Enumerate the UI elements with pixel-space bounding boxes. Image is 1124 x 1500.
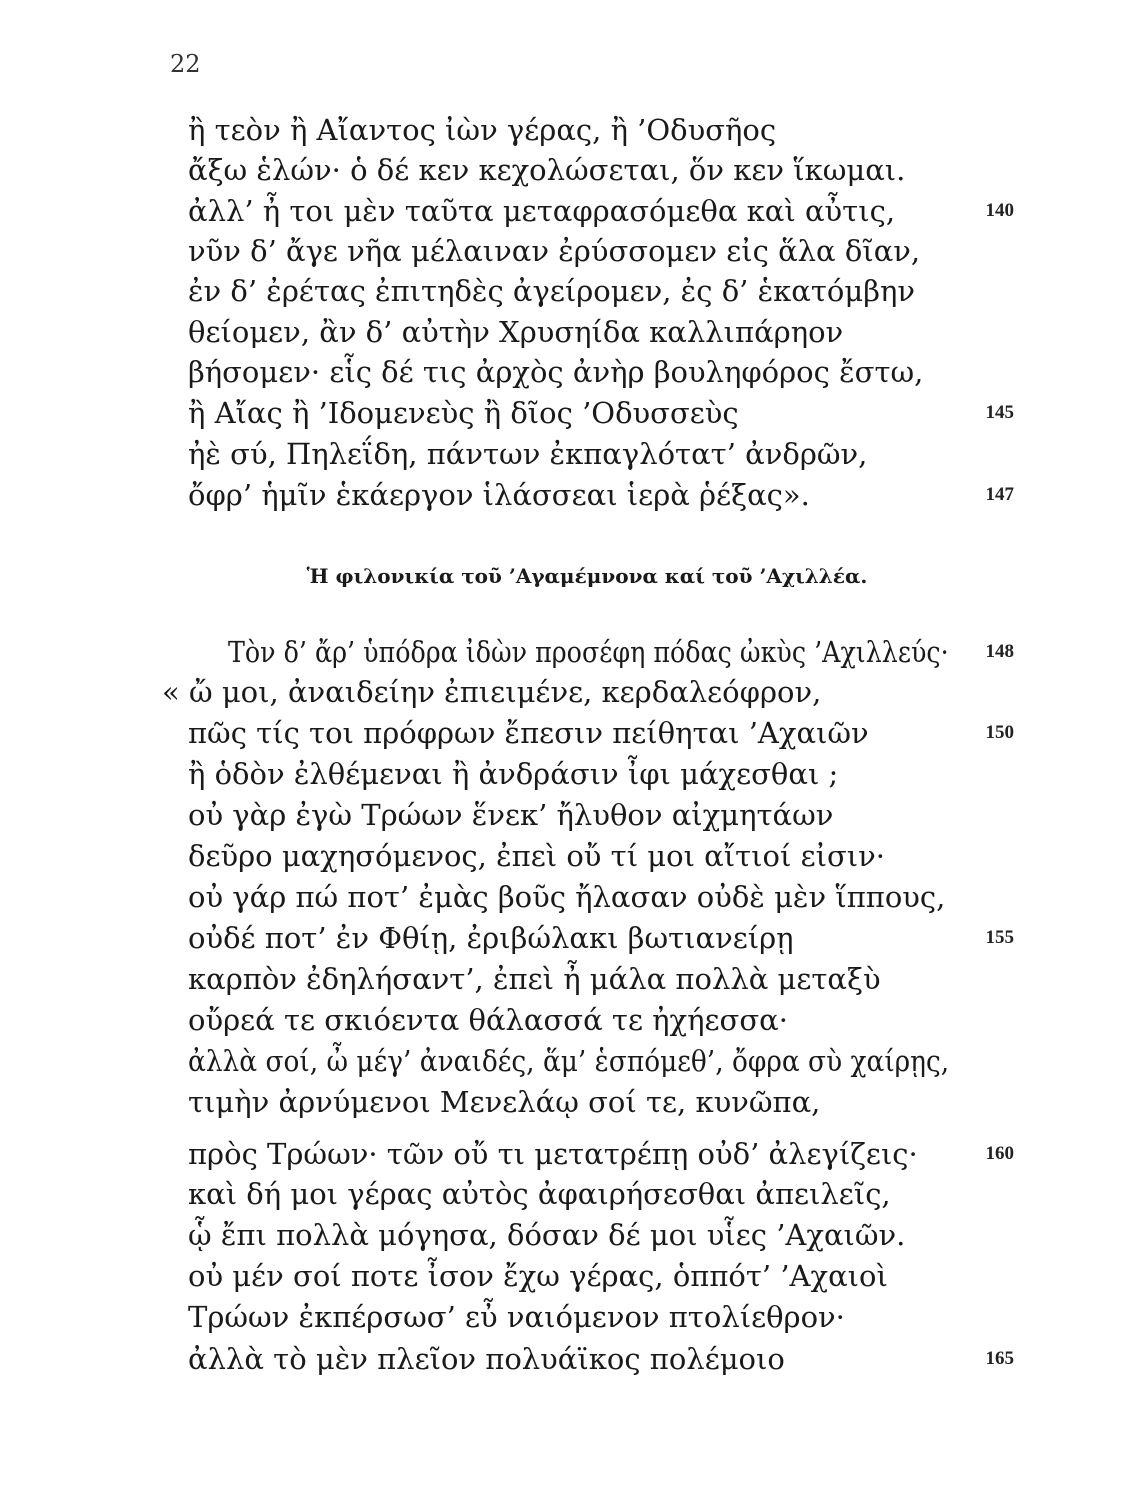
line-number: 165 xyxy=(985,1348,1014,1369)
verse-line: ἢ ὁδὸν ἐλθέμεναι ἢ ἀνδράσιν ἶφι μάχεσθαι ; xyxy=(188,757,839,791)
verse-line: Τὸν δ’ ἄρ’ ὑπόδρα ἰδὼν προσέφη πόδας ὠκὺς ’Αχιλλεύς· 148 xyxy=(228,635,1014,669)
verse-line: θείομεν, ἂν δ’ αὐτὴν Χρυσηίδα καλλιπάρηον xyxy=(188,315,844,349)
verse-line: ᾧ ἔπι πολλὰ μόγησα, δόσαν δέ μοι υἷες ’Αχαιῶν. xyxy=(188,1218,906,1252)
verse-line: Τρώων ἐκπέρσωσ’ εὖ ναιόμενον πτολίεθρον· xyxy=(188,1300,845,1334)
verse-line: ἐν δ’ ἐρέτας ἐπιτηδὲς ἀγείρομεν, ἐς δ’ ἑκατόμβην xyxy=(188,274,915,308)
verse-line: καὶ δή μοι γέρας αὐτὸς ἀφαιρήσεσθαι ἀπειλεῖς, xyxy=(188,1177,891,1211)
verse-line: βήσομεν· εἷς δέ τις ἀρχὸς ἀνὴρ βουληφόρος ἔστω, xyxy=(188,355,924,389)
verse-line: πρὸς Τρώων· τῶν οὔ τι μετατρέπῃ οὐδ’ ἀλεγίζεις· 160 xyxy=(188,1137,1014,1171)
verse-line: ἀλλὰ σοί, ὦ μέγ’ ἀναιδές, ἅμ’ ἑσπόμεθ’, ὄφρα σὺ χαίρῃς, xyxy=(188,1044,950,1078)
page-number: 22 xyxy=(170,50,201,78)
line-number: 147 xyxy=(985,484,1014,505)
verse-line: οὐ γάρ πώ ποτ’ ἐμὰς βοῦς ἤλασαν οὐδὲ μὲν ἵππους, xyxy=(188,880,946,914)
verse-line: τιμὴν ἀρνύμενοι Μενελάῳ σοί τε, κυνῶπα, xyxy=(188,1085,821,1119)
line-number: 140 xyxy=(985,200,1014,221)
verse-line: καρπὸν ἐδηλήσαντ’, ἐπεὶ ἦ μάλα πολλὰ μεταξὺ xyxy=(188,962,881,996)
verse-line: νῦν δ’ ἄγε νῆα μέλαιναν ἐρύσσομεν εἰς ἅλα δῖαν, xyxy=(188,234,921,268)
verse-line: ἄξω ἑλών· ὁ δέ κεν κεχολώσεται, ὅν κεν ἵκωμαι. xyxy=(188,153,906,187)
verse-line: πῶς τίς τοι πρόφρων ἔπεσιν πείθηται ’Αχαιῶν 150 xyxy=(188,716,1014,750)
verse-line: ἢ Αἴας ἢ ’Ιδομενεὺς ἢ δῖος ’Οδυσσεὺς 145 xyxy=(188,396,1014,430)
verse-line: οὐδέ ποτ’ ἐν Φθίῃ, ἐριβώλακι βωτιανείρῃ 155 xyxy=(188,921,1014,955)
verse-line: ἢ τεὸν ἢ Αἴαντος ἰὼν γέρας, ἢ ’Οδυσῆος xyxy=(188,113,777,147)
verse-line: δεῦρο μαχησόμενος, ἐπεὶ οὔ τί μοι αἴτιοί εἰσιν· xyxy=(188,839,886,873)
line-number: 150 xyxy=(985,722,1014,743)
verse-line: « ὤ μοι, ἀναιδείην ἐπιειμένε, κερδαλεόφρον, xyxy=(162,675,822,709)
verse-line: οὐ γὰρ ἐγὼ Τρώων ἕνεκ’ ἤλυθον αἰχμητάων xyxy=(188,798,834,832)
verse-line: ὄφρ’ ἡμῖν ἑκάεργον ἱλάσσεαι ἱερὰ ῥέξας». 147 xyxy=(188,478,1014,512)
verse-line: οὔρεά τε σκιόεντα θάλασσά τε ἠχήεσσα· xyxy=(188,1003,788,1037)
line-number: 155 xyxy=(985,927,1014,948)
verse-line: ἀλλ’ ἦ τοι μὲν ταῦτα μεταφρασόμεθα καὶ αὖτις, 140 xyxy=(188,194,1014,228)
verse-line: ἠὲ σύ, Πηλεΐδη, πάντων ἐκπαγλότατ’ ἀνδρῶν, xyxy=(188,437,868,471)
verse-line: οὐ μέν σοί ποτε ἶσον ἔχω γέρας, ὁππότ’ ’Αχαιοὶ xyxy=(188,1259,888,1293)
line-number: 145 xyxy=(985,402,1014,423)
section-heading: Ἡ φιλονικία τοῦ ’Αγαμέμνονα καί τοῦ ’Αχιλλέα. xyxy=(306,564,868,588)
line-number: 148 xyxy=(985,641,1014,662)
verse-line: ἀλλὰ τὸ μὲν πλεῖον πολυάϊκος πολέμοιο 165 xyxy=(188,1342,1014,1376)
line-number: 160 xyxy=(985,1143,1014,1164)
